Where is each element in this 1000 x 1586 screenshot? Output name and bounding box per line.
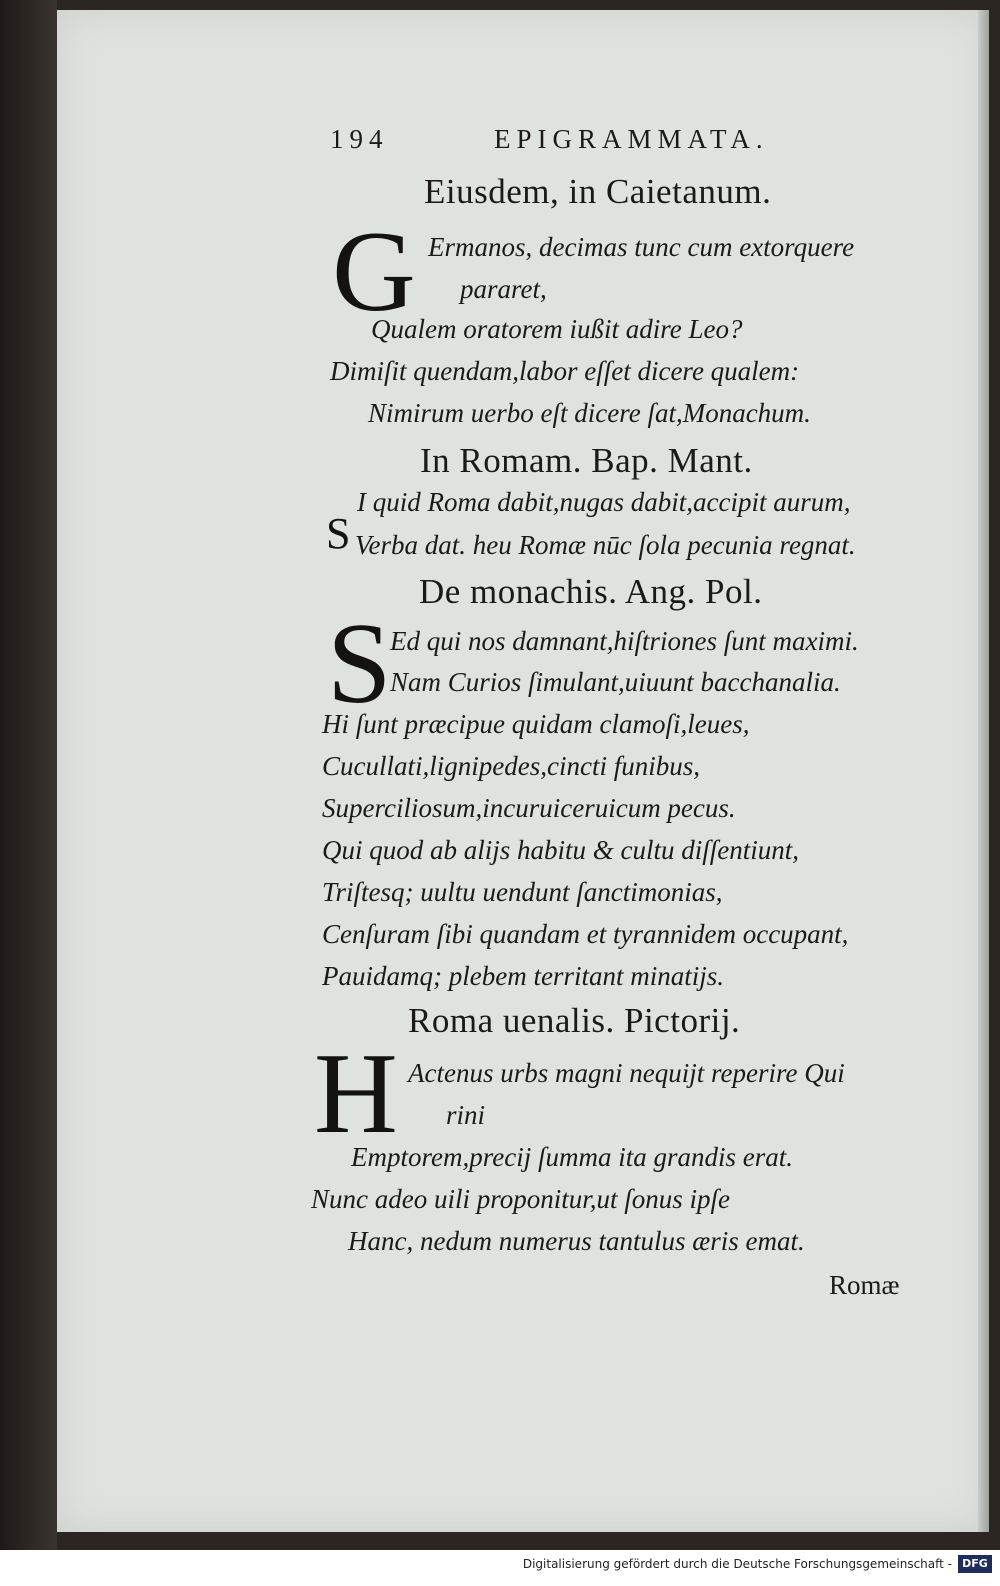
catchword: Romæ: [829, 1270, 900, 1300]
verse-line: Nam Curios ſimulant,uiuunt bacchanalia.: [390, 667, 841, 697]
verse-line: Emptorem,precij ſumma ita grandis erat.: [351, 1142, 793, 1172]
verse-line: Nunc adeo uili proponitur,ut ſonus ipſe: [311, 1184, 731, 1214]
book-gutter-shadow: [0, 0, 57, 1586]
verse-line: Qualem oratorem iußit adire Leo?: [371, 314, 743, 344]
poem-heading: In Romam. Bap. Mant.: [420, 441, 753, 480]
verse-line: Triſtesq; uultu uendunt ſanctimonias,: [322, 877, 723, 907]
verse-line: Hanc, nedum numerus tantulus æris emat.: [348, 1226, 805, 1256]
verse-line: Cucullati,lignipedes,cincti funibus,: [322, 751, 700, 781]
drop-cap: S: [326, 509, 351, 558]
poem-heading: Eiusdem, in Caietanum.: [424, 172, 772, 211]
drop-cap: G: [332, 208, 416, 336]
dfg-logo: DFG: [958, 1555, 992, 1573]
verse-line: rini: [446, 1100, 486, 1130]
verse-line: Cenſuram ſibi quandam et tyrannidem occupant,: [322, 919, 849, 949]
drop-cap: H: [314, 1030, 398, 1158]
funding-credit: Digitalisierung gefördert durch die Deutsche Forschungsgemeinschaft -: [522, 1557, 952, 1571]
poem-heading: Roma uenalis. Pictorij.: [408, 1001, 741, 1040]
verse-line: Actenus urbs magni nequijt reperire Qui: [408, 1058, 845, 1088]
verse-line: Hi ſunt præcipue quidam clamoſi,leues,: [322, 709, 750, 739]
verse-line: Ed qui nos damnant,hiſtriones ſunt maximi.: [390, 626, 859, 656]
verse-line: Qui quod ab alijs habitu & cultu diſſentiunt,: [322, 835, 799, 865]
verse-line: Superciliosum,incuruiceruicum pecus.: [322, 793, 736, 823]
page-edge: [978, 10, 989, 1532]
verse-line: Ermanos, decimas tunc cum extorquere: [428, 232, 855, 262]
poem-heading: De monachis. Ang. Pol.: [419, 572, 763, 611]
verse-line: pararet,: [460, 274, 547, 304]
drop-cap: S: [327, 600, 392, 728]
verse-line: Verba dat. heu Romæ nūc ſola pecunia regnat.: [355, 530, 856, 560]
verse-line: Pauidamq; plebem territant minatijs.: [322, 961, 724, 991]
running-title: EPIGRAMMATA.: [494, 124, 769, 154]
verse-line: I quid Roma dabit,nugas dabit,accipit aurum,: [357, 487, 851, 517]
page-number: 194: [330, 124, 389, 154]
verse-line: Dimiſit quendam,labor eſſet dicere qualem:: [330, 356, 800, 386]
verse-line: Nimirum uerbo eſt dicere ſat,Monachum.: [368, 398, 811, 428]
